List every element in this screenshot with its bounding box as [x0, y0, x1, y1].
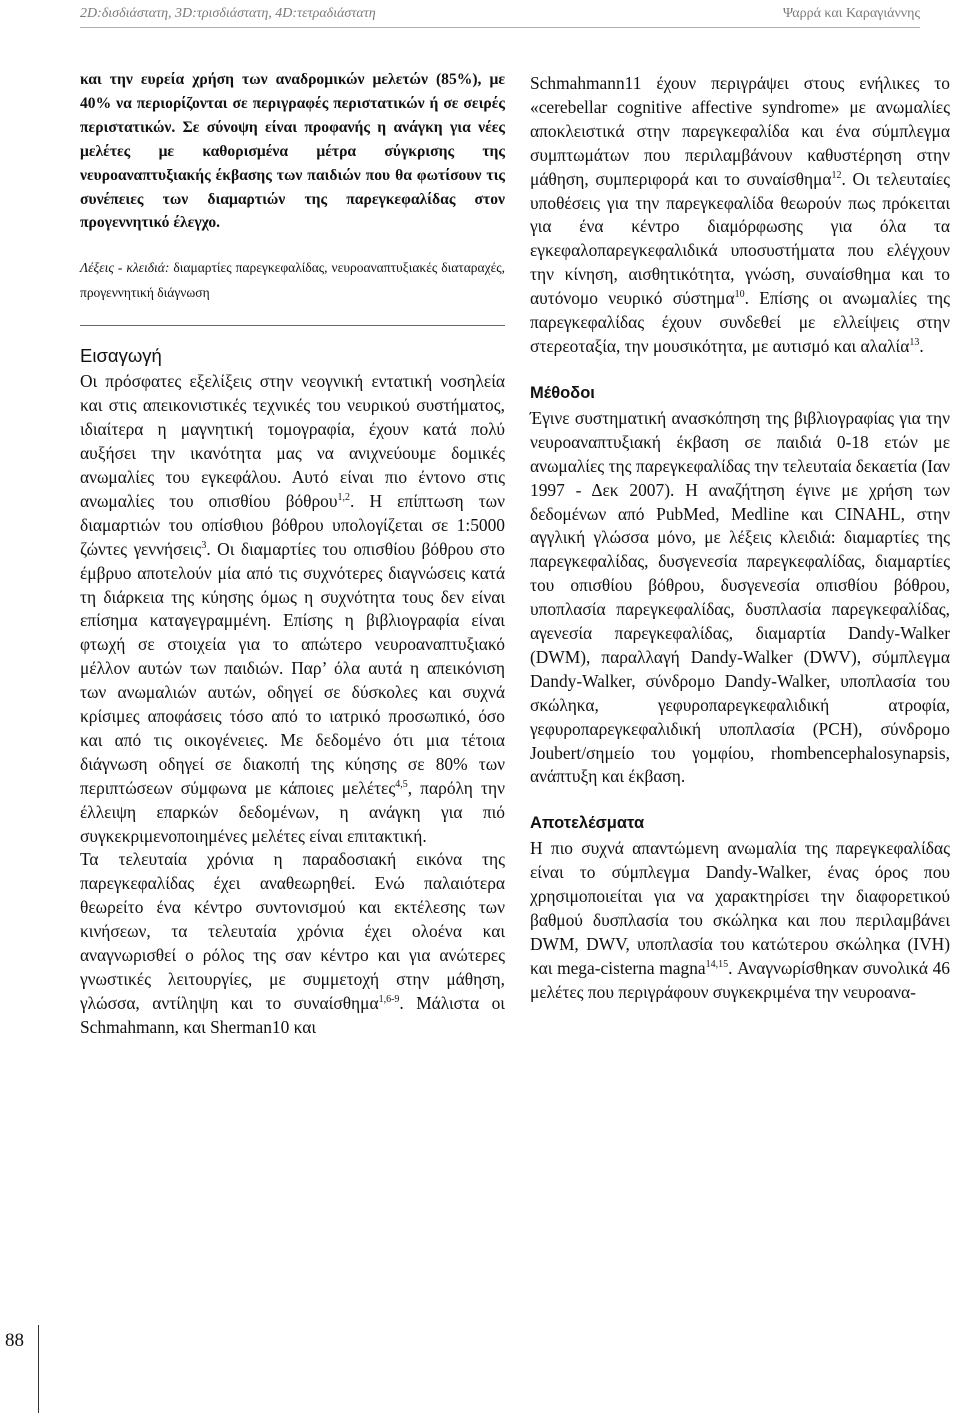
results-text-a: Η πιο συχνά απαντώμενη ανωμαλία της παρεγκεφαλίδας είναι το σύμπλεγμα Dandy-Walker, ένας όρος που χρησιμοποιείται για να χαρακτηρίσει την διαφορετικού βαθμού δυσπλασία του σκώληκα και που περιλαμβάνει DWM, DWV, υποπλασία του κατώτερου σκώληκα (IVH) και mega-cisterna magna: [530, 838, 950, 978]
intro-heading: Εισαγωγή: [80, 345, 162, 367]
intro-p1-text-d: , παρόλη την έλλειψη επαρκών δεδομένων, η ανάγκη για πιό συγκεκριμενοποιημένες μελέτες είναι επιτακτική.: [80, 777, 505, 846]
left-column: [80, 68, 505, 1040]
keywords-values: διαμαρτίες παρεγκεφαλίδας, νευροαναπτυξιακές διαταραχές, προγεννητική διάγνωση: [80, 260, 505, 301]
results-text-b: . Αναγνωρίσθηκαν συνολικά 46 μελέτες που περιγράφουν συγκεκριμένα την νευροανα-: [530, 957, 950, 1002]
citation-superscript: 3: [201, 539, 207, 551]
intro-p1-text-c: . Οι διαμαρτίες του οπισθίου βόθρου στο έμβρυο αποτελούν μία από τις συχνότερες διαγνώσεις κατά τη διάρκεια της κύησης όμως η συχνότητα τους δεν είναι επίσημα καταγεγραμμένη. Επίσης η βιβλιογραφία είναι φτωχή σε στοιχεία για το απώτερο νευροαναπτυξιακό μέλλον αυτών των παιδιών. Παρ’ όλα αυτά η απεικόνιση των ανωμαλιών αυτών, οδηγεί σε δύσκολες και συχνά κρίσιμες αποφάσεις τόσο από το ιατρικό προσωπικό, όσο και από τις οικογένειες. Με δεδομένο ότι μια τέτοια διάγνωση οδηγεί σε διακοπή της κύησης σε 80% των περιπτώσεων σύμφωνα με κάποιες μελέτες: [80, 538, 505, 798]
citation-superscript: 1,2: [337, 492, 350, 504]
intro-p2-text-b-left: . Μάλιστα οι Schmahmann, και Sherman10 και: [80, 992, 505, 1037]
right-column: [530, 72, 950, 1005]
intro-paragraph-2-continued: [530, 72, 950, 359]
citation-superscript: 12: [831, 169, 842, 181]
intro-paragraph-1: [80, 370, 505, 848]
citation-superscript: 1,6-9: [378, 994, 400, 1006]
citation-superscript: 13: [909, 337, 920, 349]
header-rule: [80, 27, 920, 28]
intro-p1-text-b: . Η επίπτωση των διαμαρτιών του οπίσθιου βόθρου υπολογίζεται σε 1:5000 ζώντες γεννήσεις: [80, 490, 505, 559]
intro-p2-text-c: . Οι τελευταίες υποθέσεις για την παρεγκεφαλίδα θεωρούν πως πρόκειται για ένα κέντρο διαμόρφωσης για όλα τα εγκεφαλοπαρεγκεφαλιδικά υποσυστήματα που ελέγχουν την κίνηση, αισθητικότητα, γνώση, συναίσθημα και το αυτόνομο νευρικό σύστημα: [530, 168, 951, 309]
running-header-right: Ψαρρά και Καραγιάννης: [782, 6, 920, 21]
results-heading: Αποτελέσματα: [530, 814, 645, 833]
citation-superscript: 14,15: [705, 959, 729, 971]
methods-heading: Μέθοδοι: [530, 383, 595, 402]
citation-superscript: 4,5: [395, 778, 408, 790]
page-number-rule: [38, 1325, 39, 1413]
intro-p1-text-a: Οι πρόσφατες εξελίξεις στην νεογνική εντατική νοσηλεία και στις απεικονιστικές τεχνικές του νευρικού συστήματος, ιδιαίτερα η μαγνητική τομογραφία, έχουν κατά πολύ αυξήσει την ικανότητα μας να ανιχνεύουμε δομικές ανωμαλίες του εγκεφάλου. Αυτό είναι πιο έντονο στις ανωμαλίες του οπισθίου βόθρου: [80, 371, 505, 511]
intro-p2-text-d: . Επίσης οι ανωμαλίες της παρεγκεφαλίδας έχουν συνδεθεί με ελλείψεις στην στερεοταξία, την μουσικότητα, με αυτισμό και αλαλία: [530, 288, 950, 356]
intro-paragraph-2: [80, 848, 505, 1039]
running-header-left: 2D:δισδιάστατη, 3D:τρισδιάστατη, 4D:τετραδιάστατη: [80, 6, 376, 21]
keywords: [80, 255, 505, 305]
abstract-tail: και την ευρεία χρήση των αναδρομικών μελετών (85%), με 40% να περιορίζονται σε περιγραφές περιστατικών ή σε σειρές περιστατικών. Σε σύνοψη είναι προφανής η ανάγκη για νέες μελέτες με καθορισμένα μέτρα σύγκρισης της νευροαναπτυξιακής έκβασης των παιδιών που θα φωτίσουν τις συνέπειες των διαμαρτιών της παρεγκεφαλίδας στον προγεννητικό έλεγχο.: [80, 71, 505, 232]
section-separator-rule: [80, 325, 505, 326]
running-header: [80, 2, 920, 26]
intro-p2-text-b-right: Schmahmann11 έχουν περιγράψει στους ενήλικες το «cerebellar cognitive affective syndrome» με ανωμαλίες αποκλειστικά στην παρεγκεφαλίδα και ένα σύμπλεγμα συμπτωμάτων που περιλαμβάνουν καθυστέρηση στην μάθηση, συμπεριφορά και το συναίσθημα: [530, 73, 950, 189]
intro-p2-text-a: Τα τελευταία χρόνια η παραδοσιακή εικόνα της παρεγκεφαλίδας έχει αναθεωρηθεί. Ενώ παλαιότερα θεωρείτο ένα κέντρο συντονισμού και εκτέλεσης των κινήσεων, τα τελευταία χρόνια έχει ολοένα και αναγνωρισθεί ο ρόλος της σαν κέντρο και για ανώτερες γνωστικές λειτουργίες, με συμμετοχή στην μάθηση, γλώσσα, αντίληψη και το συναίσθημα: [80, 849, 505, 1013]
results-text: [530, 837, 950, 1004]
methods-text: Έγινε συστηματική ανασκόπηση της βιβλιογραφίας για την νευροαναπτυξιακή έκβαση σε παιδιά 0-18 ετών με ανωμαλίες της παρεγκεφαλίδας την τελευταία δεκαετία (Ιαν 1997 - Δεκ 2007). Η αναζήτηση έγινε με χρήση των δεδομένων από PubMed, Medline και CINAHL, στην αγγλική γλώσσα μόνο, με λέξεις κλειδιά: διαμαρτίες της παρεγκεφαλίδας, δυσγενεσία παρεγκεφαλίδας, διαμαρτίες του οπισθίου βόθρου, δυσγενεσία οπισθίου βόθρου, υποπλασία παρεγκεφαλίδας, δυσπλασία παρεγκεφαλίδας, αγενεσία παρεγκεφαλίδας, διαμαρτία Dandy-Walker (DWM), παραλλαγή Dandy-Walker (DWV), σύμπλεγμα Dandy-Walker, σύνδρομο Dandy-Walker, υποπλασία του σκώληκα, γεφυροπαρεγκεφαλιδική ατροφία, γεφυροπαρεγκεφαλιδική υποπλασία (PCH), σύνδρομο Joubert/σημείο του γομφίου, rhombencephalosynapsis, ανάπτυξη και έκβαση.: [530, 407, 950, 787]
keywords-label: Λέξεις - κλειδιά:: [80, 260, 170, 276]
page-number: 88: [5, 1330, 24, 1351]
intro-p2-text-e: .: [919, 335, 924, 356]
citation-superscript: 10: [734, 289, 745, 301]
